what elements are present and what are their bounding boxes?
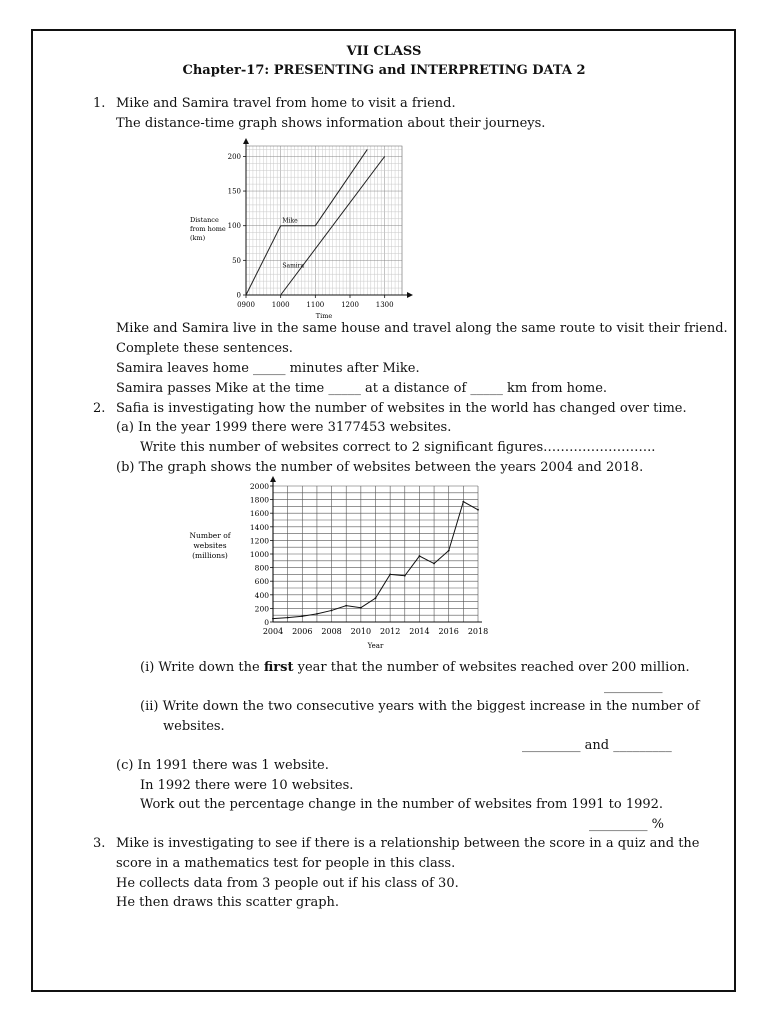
data-point	[375, 597, 377, 599]
chapter-title: Chapter-17: PRESENTING and INTERPRETING DATA 2	[182, 63, 586, 78]
y-tick-label: 1400	[249, 522, 269, 532]
q1-text4: Samira passes Mike at the time _____ at a distance of _____ km from home.	[116, 381, 608, 396]
q2c-line1: (c) In 1991 there was 1 website.	[116, 758, 329, 773]
data-point	[272, 618, 274, 620]
q2b-ii-line2: websites.	[163, 719, 225, 734]
q2b-i-bold: first	[263, 660, 294, 675]
data-point	[360, 607, 362, 609]
data-point	[404, 575, 406, 577]
y-tick-label: 1800	[249, 495, 269, 505]
data-point	[448, 550, 450, 552]
websites-graph	[180, 476, 500, 656]
q2b-line: (b) The graph shows the number of websites between the years 2004 and 2018.	[116, 460, 644, 475]
q3-line1: Mike is investigating to see if there is a relationship between the score in a quiz and the	[116, 836, 700, 851]
y-axis-arrow	[270, 476, 276, 482]
y-tick-label: 0	[236, 291, 241, 300]
y-tick-label: 1000	[249, 550, 269, 559]
plot-frame	[246, 146, 402, 295]
data-point	[462, 501, 464, 503]
distance-time-graph	[180, 138, 420, 318]
x-tick-label: 2016	[438, 627, 459, 636]
x-tick-label: 1000	[271, 301, 290, 309]
y-axis-title-line3: (km)	[190, 234, 206, 242]
x-tick-label: 1100	[306, 301, 325, 309]
x-tick-label: 2006	[292, 627, 313, 636]
q1-text1: Mike and Samira live in the same house and travel along the same route to visit their friend.	[116, 321, 728, 336]
data-point	[331, 610, 333, 612]
x-tick-label: 1300	[375, 301, 394, 309]
series-line-mike	[246, 149, 367, 295]
data-point	[316, 613, 318, 615]
x-axis-arrow	[407, 292, 413, 298]
class-title: VII CLASS	[346, 44, 422, 59]
data-point	[433, 563, 435, 565]
y-tick-label: 200	[227, 152, 241, 161]
y-tick-label: 50	[232, 256, 241, 265]
data-point	[419, 555, 421, 557]
q3-line2: score in a mathematics test for people in this class.	[116, 856, 456, 871]
y-axis-arrow	[243, 138, 249, 144]
data-point	[301, 615, 303, 617]
x-tick-label: 1200	[341, 301, 359, 309]
q2b-ii-line1: (ii) Write down the two consecutive years with the biggest increase in the number of	[140, 699, 700, 714]
q1-line2: The distance-time graph shows information about their journeys.	[116, 116, 546, 131]
q2b-ii-answer-blank[interactable]: _________ and _________	[522, 738, 672, 753]
y-tick-label: 1200	[249, 536, 269, 546]
x-tick-label: 2018	[467, 627, 489, 636]
x-axis-title: Year	[367, 642, 384, 650]
series-label-samira: Samira	[282, 262, 305, 270]
q2-intro: Safia is investigating how the number of websites in the world has changed over time.	[116, 401, 687, 416]
q2b-i-answer-blank[interactable]: _________	[604, 679, 663, 694]
q2b-i-pre: (i) Write down the	[140, 660, 264, 675]
x-axis-title: Time	[315, 312, 333, 318]
y-tick-label: 150	[227, 187, 241, 196]
y-tick-label: 800	[254, 563, 269, 573]
data-point	[477, 509, 479, 511]
x-tick-label: 2010	[350, 627, 372, 636]
q2b-i-line	[140, 659, 690, 676]
y-tick-label: 100	[227, 222, 241, 231]
q1-text3: Samira leaves home _____ minutes after Mike.	[116, 361, 420, 376]
q3-line3: He collects data from 3 people out if his class of 30.	[116, 876, 459, 891]
q3-number: 3.	[93, 836, 106, 851]
y-axis-title-line: Number of	[189, 531, 231, 540]
x-tick-label: 2008	[321, 627, 342, 636]
x-tick-label: 2004	[262, 627, 284, 636]
q2c-line3: Work out the percentage change in the number of websites from 1991 to 1992.	[140, 797, 664, 812]
q2a-line2: Write this number of websites correct to 2 significant figures……………………..	[140, 440, 656, 455]
x-tick-label: 2012	[379, 627, 401, 636]
data-point	[345, 605, 347, 607]
q2a-line1: (a) In the year 1999 there were 3177453 websites.	[116, 420, 452, 435]
y-tick-label: 0	[264, 618, 269, 627]
y-axis-title-line: websites	[193, 541, 227, 550]
y-axis-title-line1: Distance	[190, 216, 219, 224]
data-point	[389, 574, 391, 576]
y-axis-title-line2: from home	[190, 225, 226, 233]
q2b-i-post: year that the number of websites reached over 200 million.	[293, 660, 690, 675]
y-tick-label: 1600	[249, 509, 269, 519]
q3-line4: He then draws this scatter graph.	[116, 895, 340, 910]
x-tick-label: 2014	[409, 627, 430, 636]
y-tick-label: 200	[254, 604, 269, 614]
x-tick-label: 0900	[237, 301, 255, 309]
y-tick-label: 2000	[249, 482, 269, 491]
q2c-answer-blank[interactable]: _________ %	[589, 817, 664, 832]
y-tick-label: 600	[254, 577, 269, 587]
y-tick-label: 400	[254, 590, 269, 600]
y-axis-title-line: (millions)	[192, 551, 228, 560]
q1-line1: Mike and Samira travel from home to visit a friend.	[116, 96, 456, 111]
series-label-mike: Mike	[282, 217, 298, 225]
data-point	[287, 617, 289, 619]
q2-number: 2.	[93, 401, 106, 416]
q1-number: 1.	[93, 96, 106, 111]
q1-text2: Complete these sentences.	[116, 341, 293, 356]
q2c-line2: In 1992 there were 10 websites.	[140, 778, 354, 793]
